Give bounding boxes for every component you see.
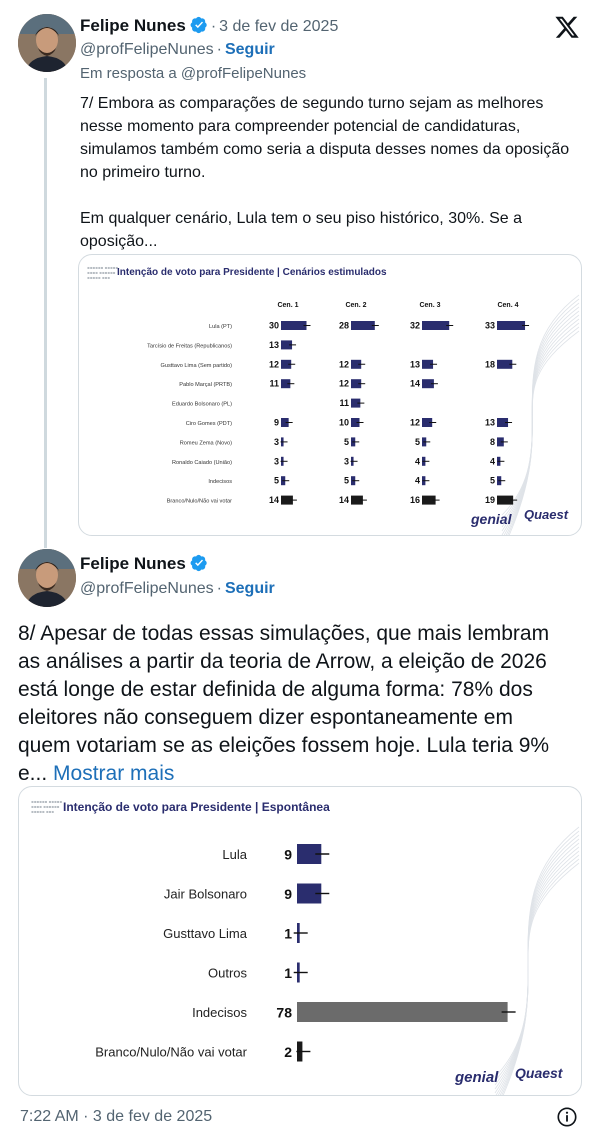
category-label: Eduardo Bolsonaro (PL) [171, 401, 232, 408]
data-label: 28 [338, 320, 349, 331]
text-line: está longe de estar definida de alguma forma: 78% dos [18, 678, 533, 701]
data-label: 33 [484, 320, 495, 331]
category-label: Romeu Zema (Novo) [179, 440, 232, 447]
data-label: 5 [343, 475, 349, 486]
data-label: 32 [409, 320, 420, 331]
scenario-header: Cen. 2 [345, 302, 367, 309]
x-logo-icon[interactable] [554, 14, 580, 40]
tweet2-text [18, 620, 588, 788]
data-label: 4 [414, 456, 420, 467]
thread-connector-line [44, 78, 47, 548]
data-label: 1 [284, 925, 292, 942]
data-label: 1 [284, 965, 292, 981]
category-label: Indecisos [208, 479, 232, 486]
bar [422, 321, 449, 330]
data-label: 14 [268, 495, 279, 506]
text-line [18, 760, 588, 788]
pollster-logo-icon: ▪▪▪▪▪▪ ▪▪▪▪▪ ▪▪▪▪ ▪▪▪▪▪▪ ▪▪▪▪▪ ▪▪▪ [31, 799, 63, 814]
avatar[interactable] [18, 549, 76, 607]
data-label: 11 [339, 398, 349, 409]
bar [497, 321, 525, 330]
verified-badge-icon [190, 554, 208, 572]
chart-spontaneous [19, 787, 582, 1096]
data-label: 13 [268, 339, 279, 350]
follow-button[interactable]: Seguir [224, 41, 275, 58]
text-line: no primeiro turno. [80, 164, 206, 181]
info-icon[interactable] [556, 1106, 578, 1128]
data-label: 3 [343, 456, 349, 467]
data-label: 5 [414, 436, 420, 447]
category-label: Branco/Nulo/Não vai votar [95, 1044, 247, 1060]
text-line: nesse momento para compreender potencial de candidaturas, [80, 118, 521, 135]
chart-scenarios [79, 255, 582, 536]
tweet-timestamp[interactable]: 7:22 AM · 3 de fev de 2025 [20, 1108, 213, 1125]
data-label: 5 [343, 436, 349, 447]
text-line: 7/ Embora as comparações de segundo turno sejam as melhores [80, 95, 544, 112]
data-label: 3 [273, 436, 279, 447]
category-label: Lula [222, 847, 247, 862]
decorative-wave-line [495, 843, 579, 1093]
data-label: 19 [484, 495, 495, 506]
bar [297, 1002, 508, 1022]
category-label: Gusttavo Lima (Sem partido) [160, 362, 232, 369]
verified-badge-icon [190, 16, 208, 34]
scenario-header: Cen. 4 [497, 302, 519, 309]
chart-card-scenarios[interactable] [78, 254, 582, 536]
tweet1-author-line: Felipe Nunes · 3 de fev de 2025 [80, 16, 339, 35]
data-label: 10 [338, 417, 349, 428]
category-label: Jair Bolsonaro [163, 886, 247, 902]
text-line: as análises a partir da teoria de Arrow, a eleição de 2026 [18, 650, 547, 673]
category-label: Pablo Marçal (PRTB) [179, 382, 232, 389]
data-label: 9 [284, 886, 292, 902]
text-line [80, 184, 580, 207]
decorative-wave-line [495, 839, 579, 1089]
data-label: 11 [269, 378, 279, 389]
category-label: Indecisos [192, 1005, 247, 1020]
show-more-link[interactable]: Mostrar mais [53, 762, 175, 785]
avatar-photo-icon [18, 549, 76, 607]
text-line-prefix: e... [18, 762, 48, 785]
category-label: Ciro Gomes (PDT) [185, 421, 232, 427]
decorative-wave-line [495, 835, 579, 1085]
data-label: 3 [273, 456, 279, 467]
tweet2-author-line [80, 554, 208, 574]
text-line: oposição... [80, 233, 158, 250]
chart-title-text: Intenção de voto para Presidente | Cenários estimulados [117, 267, 387, 278]
data-label: 9 [273, 417, 279, 428]
pollster-logo-icon: ▪▪▪▪▪▪ ▪▪▪▪▪ ▪▪▪▪ ▪▪▪▪▪▪ ▪▪▪▪▪ ▪▪▪ [87, 265, 119, 280]
data-label: 4 [414, 475, 420, 486]
data-label: 4 [489, 456, 495, 467]
category-label: Branco/Nulo/Não vai votar [166, 498, 232, 505]
data-label: 78 [276, 1004, 292, 1021]
quaest-logo: Quaest [515, 1065, 563, 1081]
genial-logo: genial [455, 1069, 499, 1086]
text-line: simulamos também como seria a disputa desses nomes da oposição [80, 141, 570, 158]
data-label: 12 [409, 417, 420, 428]
tweet2-handle-line: @profFelipeNunes · Seguir [80, 580, 275, 597]
data-label: 14 [409, 378, 420, 389]
text-line: quem votariam se as eleições fossem hoje. Lula teria 9% [18, 734, 550, 757]
data-label: 13 [484, 417, 495, 428]
data-label: 8 [489, 436, 495, 447]
avatar[interactable] [18, 14, 76, 72]
data-label: 14 [338, 495, 349, 506]
author-handle[interactable]: @profFelipeNunes [80, 580, 214, 597]
data-label: 12 [338, 378, 349, 389]
quaest-logo: Quaest [524, 507, 569, 522]
author-name[interactable]: Felipe Nunes [80, 554, 186, 573]
author-handle[interactable]: @profFelipeNunes [80, 41, 214, 58]
text-line: Em qualquer cenário, Lula tem o seu piso histórico, 30%. Se a [80, 210, 523, 227]
data-label: 5 [273, 475, 279, 486]
follow-button[interactable]: Seguir [224, 580, 275, 597]
category-label: Gusttavo Lima [163, 926, 247, 941]
scenario-header: Cen. 1 [277, 302, 299, 309]
data-label: 13 [409, 359, 420, 370]
data-label: 12 [268, 359, 279, 370]
data-label: 30 [268, 320, 279, 331]
bar [281, 321, 307, 330]
category-label: Ronaldo Caiado (União) [171, 459, 232, 466]
decorative-wave-line [495, 831, 579, 1081]
avatar-photo-icon [18, 14, 76, 72]
text-line: 8/ Apesar de todas essas simulações, que mais lembram [18, 622, 550, 645]
genial-logo: genial [471, 511, 512, 527]
decorative-wave-line [495, 827, 579, 1077]
data-label: 18 [484, 359, 495, 370]
data-label: 2 [284, 1044, 292, 1060]
reply-to-label[interactable]: Em resposta a @profFelipeNunes [80, 65, 307, 82]
data-label: 9 [284, 846, 292, 863]
category-label: Outros [207, 965, 247, 981]
data-label: 5 [489, 475, 495, 486]
bar [351, 321, 375, 330]
decorative-wave-line [495, 847, 579, 1096]
category-label: Tarcísio de Freitas (Republicanos) [147, 343, 232, 350]
author-name[interactable]: Felipe Nunes [80, 16, 186, 35]
data-label: 16 [409, 495, 420, 506]
tweet1-handle-line: @profFelipeNunes · Seguir [80, 41, 275, 58]
chart-card-spontaneous[interactable] [18, 786, 582, 1096]
chart-title: Intenção de voto para Presidente | Espontânea [63, 800, 330, 814]
tweet1-text [80, 92, 580, 253]
text-line: eleitores não conseguem dizer espontaneamente em [18, 706, 513, 729]
tweet-date[interactable]: 3 de fev de 2025 [219, 18, 339, 35]
data-label: 12 [338, 359, 349, 370]
category-label: Lula (PT) [208, 324, 232, 330]
scenario-header: Cen. 3 [419, 302, 441, 309]
